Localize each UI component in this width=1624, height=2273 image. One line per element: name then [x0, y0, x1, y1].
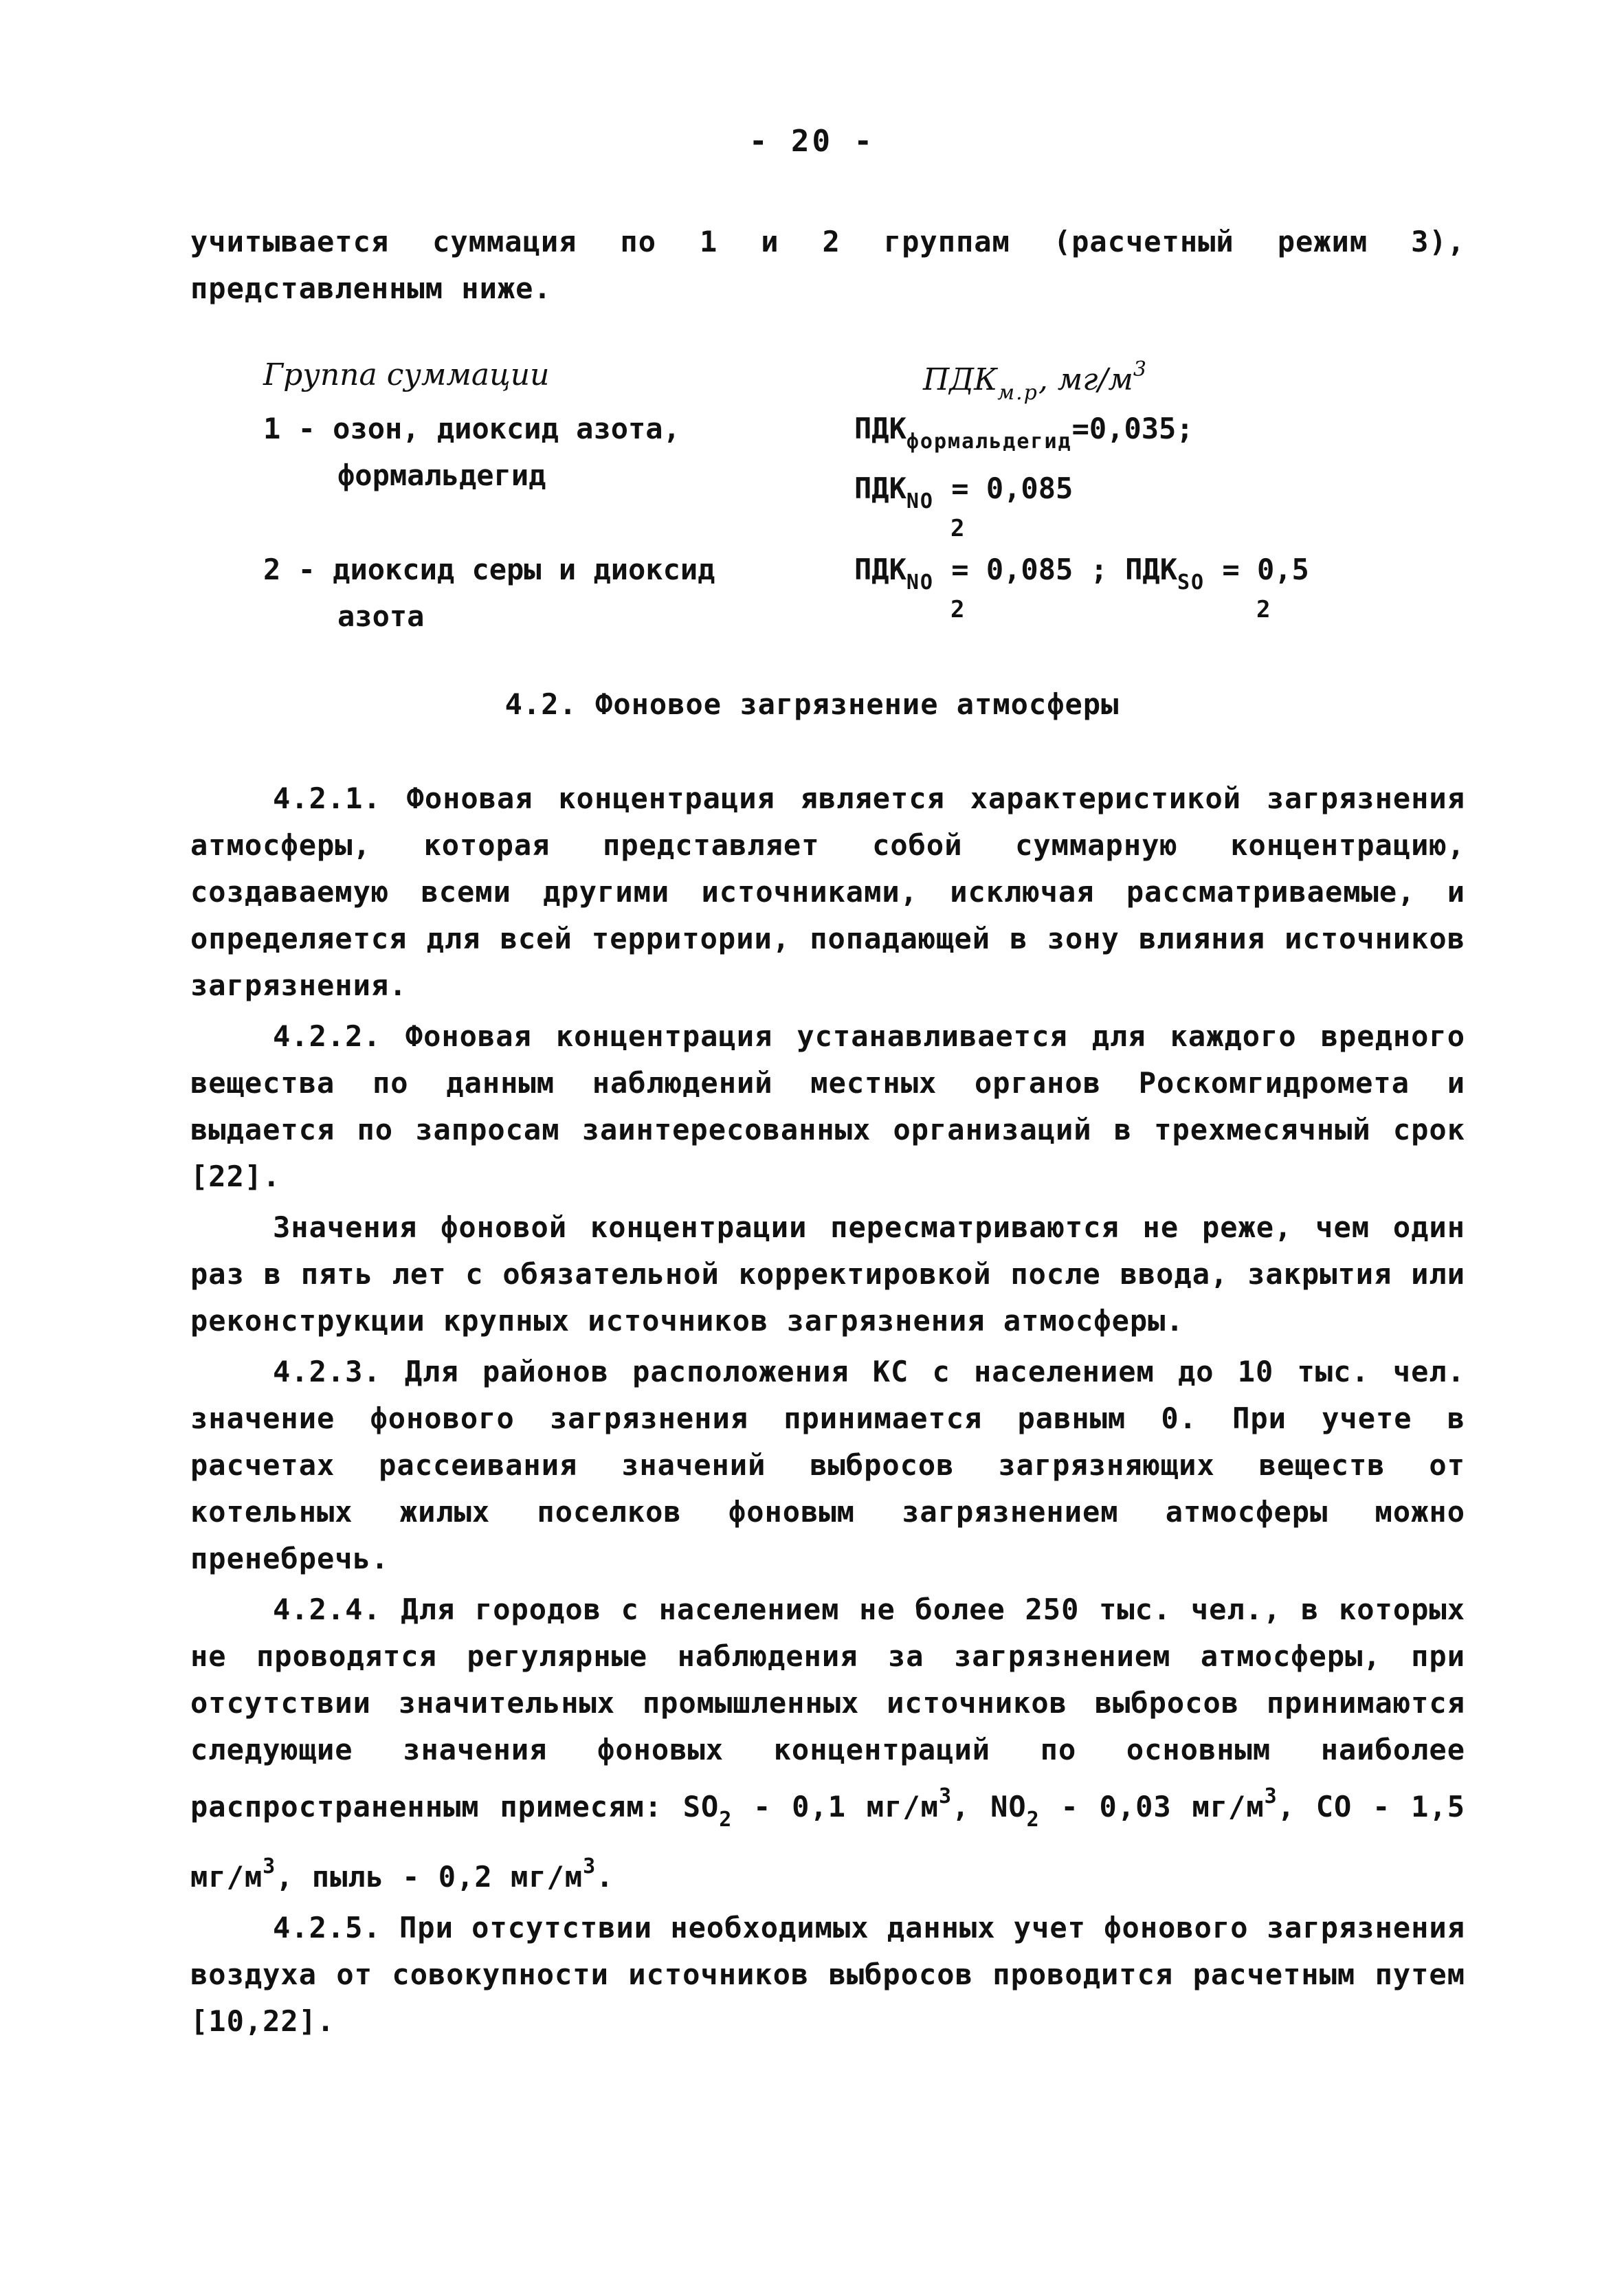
row-2-group-line2: азота — [337, 599, 425, 633]
row-2-pdk1-value: = 0,085 ; — [933, 553, 1126, 586]
row-2-pdk1-sub2: 2 — [950, 596, 965, 623]
paragraph-4-2-5: 4.2.5. При отсутствии необходимых данных учет фонового загрязнения воздуха от совокупности источников выбросов проводится расчетным путем [10,22]. — [190, 1911, 1465, 2038]
row-1-pdk2-value: = 0,085 — [933, 472, 1074, 505]
row-2-pdk2-sub2: 2 — [1256, 596, 1271, 623]
p424-so2-sub: 2 — [719, 1808, 733, 1832]
table-row-1-group — [263, 406, 827, 499]
row-1-group-line1: озон, диоксид азота, — [333, 412, 680, 445]
body-text — [190, 775, 1465, 2049]
row-1-pdk1-sub: формальдегид — [906, 430, 1072, 454]
table-row-1-pdk — [854, 406, 1445, 542]
row-1-pdk1-main: ПДК — [854, 412, 906, 445]
row-2-pdk1-main: ПДК — [854, 553, 906, 586]
row-1-pdk2-sub: NO — [906, 489, 934, 513]
row-2-pdk1-sub: NO — [906, 570, 934, 595]
pdk-header-exp: 3 — [1133, 357, 1146, 381]
p424-exp2: 3 — [1264, 1784, 1278, 1808]
paragraph-revision: Значения фоновой концентрации пересматриваются не реже, чем один раз в пять лет с обязательной корректировкой после ввода, закрытия или реконструкции крупных источников загрязнения атмосферы. — [190, 1210, 1465, 1338]
table-row-2-group — [263, 546, 827, 640]
intro-paragraph: учитывается суммация по 1 и 2 группам (расчетный режим 3), представленным ниже. — [190, 225, 1465, 305]
row-2-pdk2-value: = 0,5 — [1205, 553, 1309, 586]
row-2-pdk2-sub: SO — [1177, 570, 1205, 595]
p424-text-a: 4.2.4. Для городов с населением не более 250 тыс. чел., в которых не проводятся регулярные наблюдения за загрязнением атмосферы, при отсутствии значительных промышленных источников выбросов принимаются следующие значения фоновых концентраций по основным наиболее распространенным примесям: SO — [190, 1593, 1465, 1823]
table-header-group: Группа суммации — [263, 357, 550, 392]
row-1-pdk2-main: ПДК — [854, 472, 906, 505]
p424-exp1: 3 — [938, 1784, 953, 1808]
p424-no2-sub: 2 — [1026, 1808, 1041, 1832]
p424-text-g: . — [596, 1860, 614, 1894]
paragraph-4-2-3: 4.2.3. Для районов расположения КС с населением до 10 тыс. чел. значение фонового загрязнения принимается равным 0. При учете в расчетах рассеивания значений выбросов загрязняющих веществ от котельных жилых поселков фоновым загрязнением атмосферы можно пренебречь. — [190, 1355, 1465, 1575]
p424-text-e: , CO - 1,5 мг/м — [190, 1790, 1465, 1894]
p424-text-f: , пыль - 0,2 мг/м — [276, 1860, 583, 1894]
p424-text-c: , NO — [952, 1790, 1027, 1823]
paragraph-4-2-4 — [190, 1586, 1465, 1900]
intro-text — [190, 219, 1465, 316]
row-2-pdk2-main: ПДК — [1125, 553, 1177, 586]
row-2-num: 2 - — [263, 553, 315, 586]
paragraph-4-2-2: 4.2.2. Фоновая концентрация устанавливается для каждого вредного вещества по данным наблюдений местных органов Роскомгидромета и выдается по запросам заинтересованных организаций в трехмесячный срок [22]. — [190, 1019, 1465, 1193]
p424-text-b: - 0,1 мг/м — [733, 1790, 939, 1823]
section-heading: 4.2. Фоновое загрязнение атмосферы — [504, 687, 1120, 721]
row-1-num: 1 - — [263, 412, 315, 445]
row-1-group-line2: формальдегид — [337, 458, 546, 492]
table-header-pdk — [923, 357, 1146, 405]
row-2-group-line1: диоксид серы и диоксид — [333, 553, 715, 586]
row-1-pdk1-value: =0,035; — [1071, 412, 1194, 445]
pdk-header-main: ПДК — [923, 362, 998, 397]
page-number: - 20 - — [749, 124, 875, 159]
row-1-pdk2-sub2: 2 — [950, 515, 965, 542]
pdk-header-sub: м.р — [997, 381, 1038, 405]
p424-exp3: 3 — [263, 1854, 276, 1878]
paragraph-4-2-1: 4.2.1. Фоновая концентрация является характеристикой загрязнения атмосферы, которая представляет собой суммарную концентрацию, создаваемую всеми другими источниками, исключая рассматриваемые, и определяется для всей территории, попадающей в зону влияния источников загрязнения. — [190, 781, 1465, 1002]
pdk-header-unit: , мг/м — [1038, 362, 1133, 397]
table-row-2-pdk — [854, 546, 1445, 623]
p424-exp4: 3 — [583, 1854, 597, 1878]
p424-text-d: - 0,03 мг/м — [1040, 1790, 1265, 1823]
